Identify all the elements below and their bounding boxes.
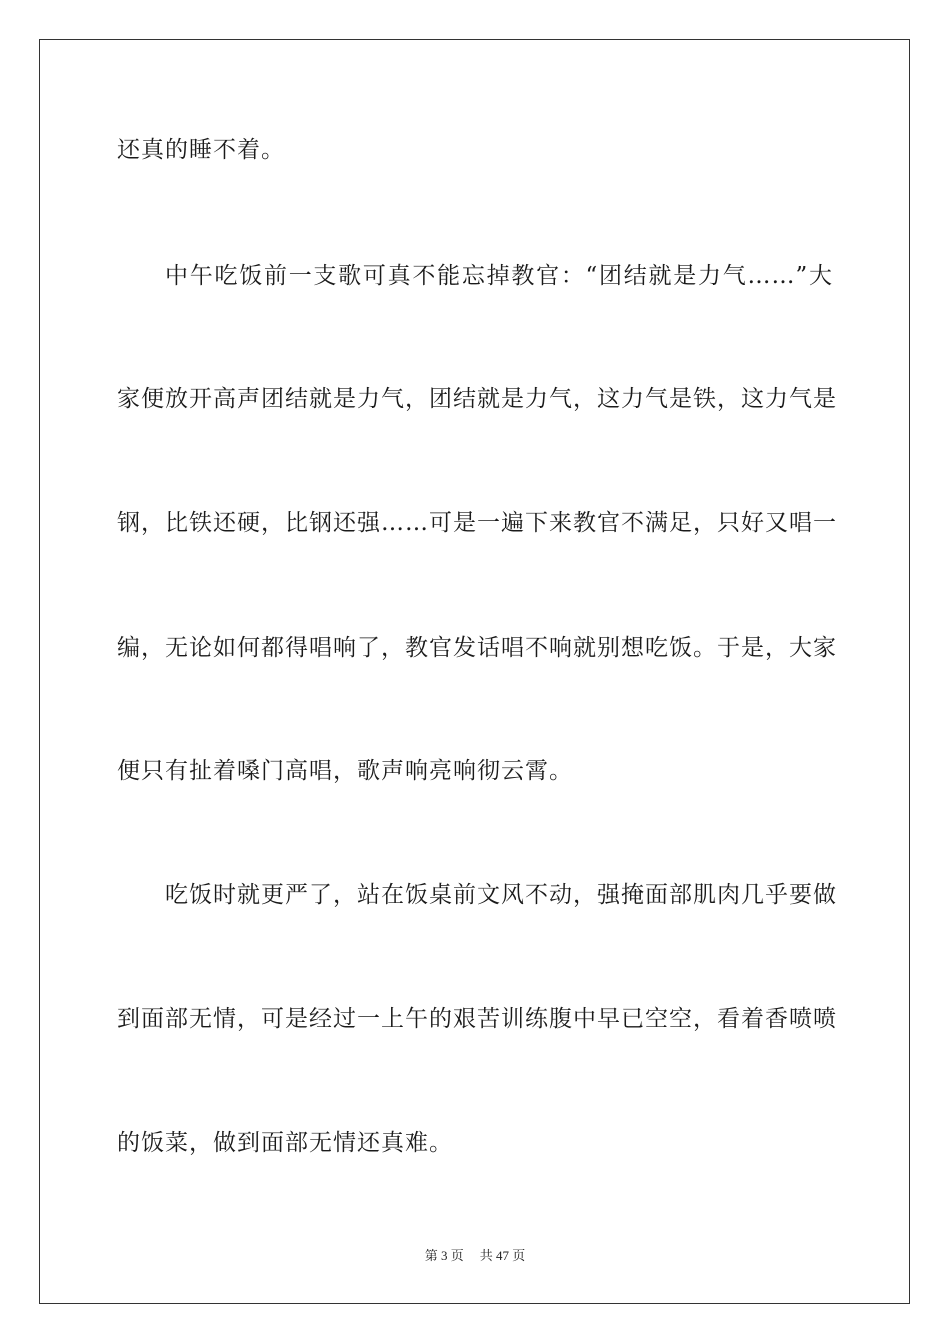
- paragraph-3-line-3: 的饭菜，做到面部无情还真难。: [117, 1130, 453, 1156]
- paragraph-3-line-1: 吃饭时就更严了，站在饭桌前文风不动，强掩面部肌肉几乎要做: [165, 882, 837, 908]
- paragraph-3-line-2: 到面部无情，可是经过一上午的艰苦训练腹中早已空空，看着香喷喷: [117, 1006, 837, 1032]
- page-footer: [0, 1248, 950, 1264]
- page-number: 第 3 页: [424, 1248, 464, 1263]
- paragraph-2-line-3: 钢，比铁还硬，比钢还强……可是一遍下来教官不满足，只好又唱一: [117, 510, 837, 536]
- paragraph-2-line-1: 中午吃饭前一支歌可真不能忘掉教官：“团结就是力气……”大: [165, 263, 833, 289]
- paragraph-2-line-5: 便只有扯着嗓门高唱，歌声响亮响彻云霄。: [117, 758, 573, 784]
- paragraph-2-line-4: 编，无论如何都得唱响了，教官发话唱不响就别想吃饭。于是，大家: [117, 635, 837, 661]
- page-total: 共 47 页: [479, 1248, 526, 1263]
- text-line-1: 还真的睡不着。: [117, 137, 285, 163]
- paragraph-2-line-2: 家便放开高声团结就是力气，团结就是力气，这力气是铁，这力气是: [117, 386, 837, 412]
- page-border: [39, 39, 910, 1304]
